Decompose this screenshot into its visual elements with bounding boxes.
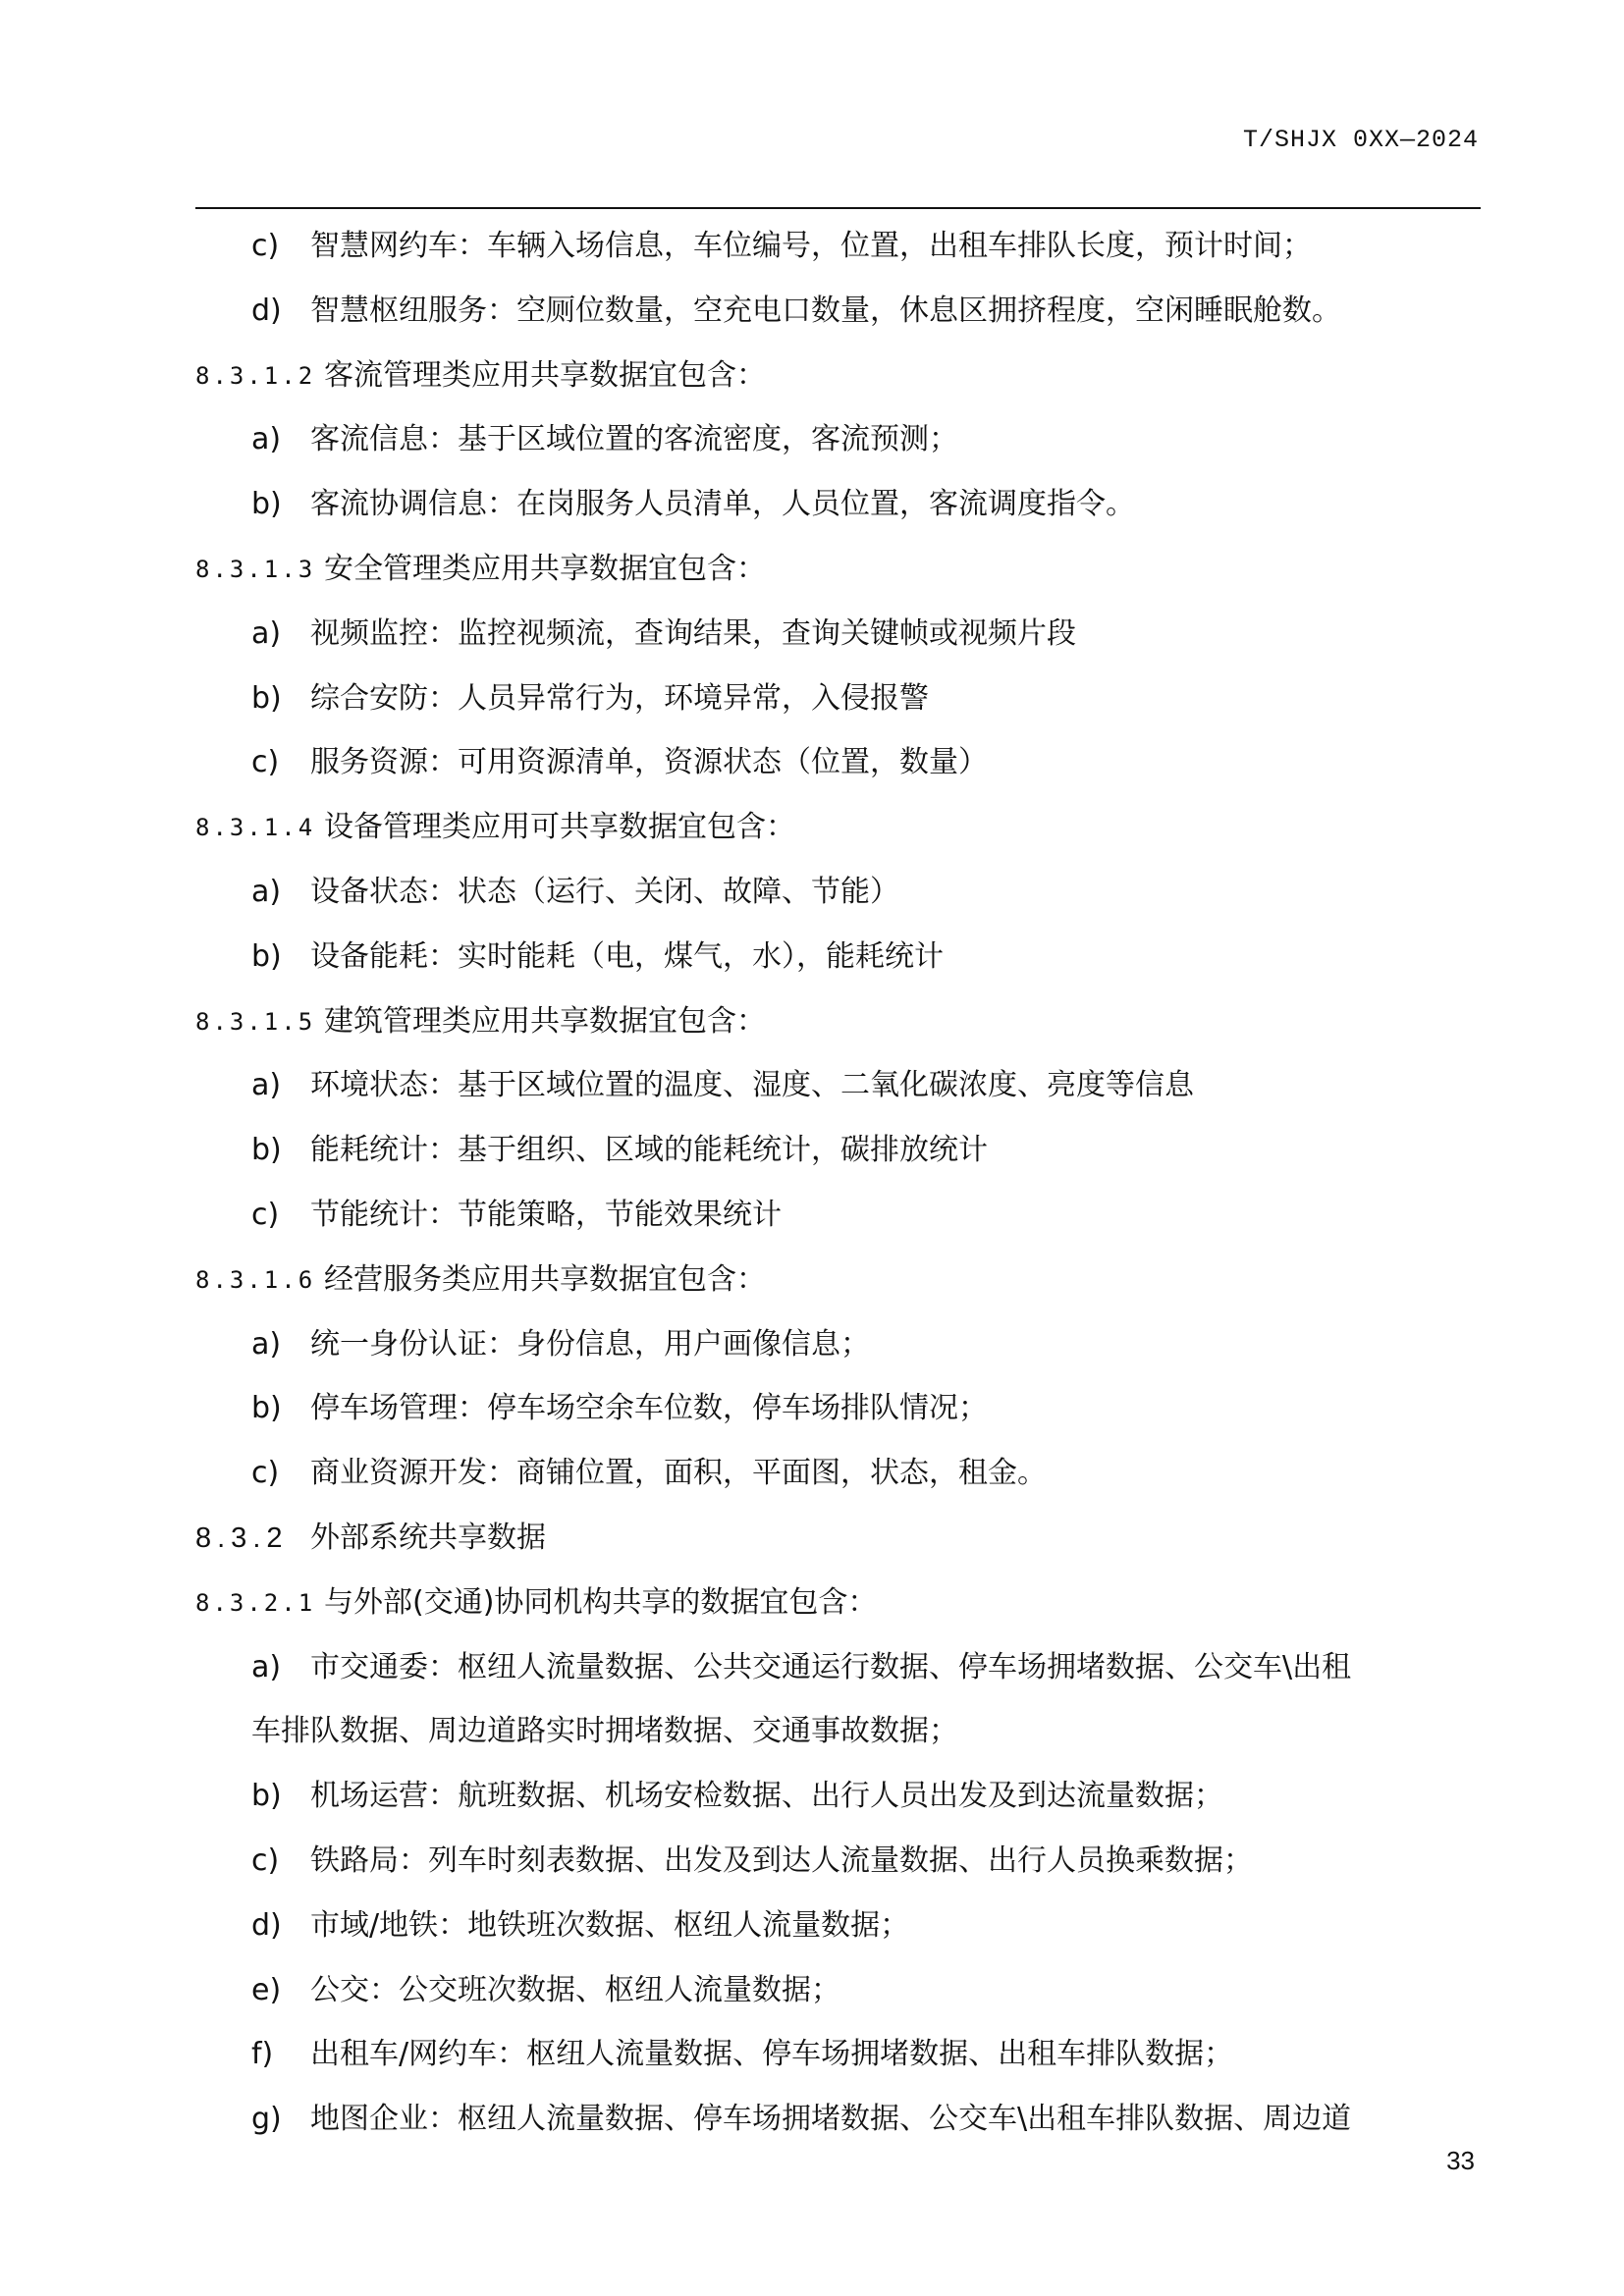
clause-number: 8.3.1.2	[195, 361, 316, 390]
list-item-text: 智慧网约车：车辆入场信息，车位编号，位置，出租车排队长度，预计时间；	[310, 229, 1312, 263]
list-item-marker: b)	[251, 487, 282, 522]
list-item-marker: c)	[251, 745, 280, 780]
list-item-marker: a)	[251, 1326, 282, 1362]
list-item-marker: c)	[251, 229, 280, 263]
list-item-marker: f)	[251, 2037, 274, 2072]
list-item-text: 市域/地铁：地铁班次数据、枢纽人流量数据；	[310, 1907, 910, 1943]
list-item-text: 出租车/网约车：枢纽人流量数据、停车场拥堵数据、出租车排队数据；	[310, 2037, 1234, 2072]
list-item-marker: e)	[251, 1972, 282, 2007]
list-item-marker: d)	[251, 293, 282, 328]
clause-text: 建筑管理类应用共享数据宜包含：	[324, 1003, 766, 1039]
list-item-text: 停车场管理：停车场空余车位数，停车场排队情况；	[310, 1391, 988, 1426]
list-item-text: 公交：公交班次数据、枢纽人流量数据；	[310, 1972, 840, 2007]
list-item-marker: b)	[251, 938, 282, 974]
list-item-marker: b)	[251, 680, 282, 716]
list-item-marker: a)	[251, 422, 282, 457]
list-item-text: 环境状态：基于区域位置的温度、湿度、二氧化碳浓度、亮度等信息	[310, 1068, 1194, 1103]
list-item-text: 服务资源：可用资源清单，资源状态（位置，数量）	[310, 745, 988, 780]
list-item-text: 机场运营：航班数据、机场安检数据、出行人员出发及到达流量数据；	[310, 1779, 1223, 1814]
clause-text: 客流管理类应用共享数据宜包含：	[324, 357, 766, 393]
list-item-text: 节能统计：节能策略，节能效果统计	[310, 1198, 782, 1232]
list-item-text: 智慧枢纽服务：空厕位数量，空充电口数量，休息区拥挤程度，空闲睡眠舱数。	[310, 293, 1341, 328]
header-divider	[195, 207, 1481, 209]
clause-text: 经营服务类应用共享数据宜包含：	[324, 1261, 766, 1297]
list-item-text: 客流协调信息：在岗服务人员清单，人员位置，客流调度指令。	[310, 487, 1135, 522]
clause-number: 8.3.1.4	[195, 814, 316, 842]
list-item-text: 铁路局：列车时刻表数据、出发及到达人流量数据、出行人员换乘数据；	[310, 1843, 1253, 1878]
list-item-text: 视频监控：监控视频流，查询结果，查询关键帧或视频片段	[310, 615, 1076, 651]
list-item-text: 市交通委：枢纽人流量数据、公共交通运行数据、停车场拥堵数据、公交车\出租	[310, 1649, 1352, 1684]
list-item-text: 综合安防：人员异常行为，环境异常，入侵报警	[310, 680, 929, 716]
clause-number: 8.3.1.6	[195, 1265, 316, 1294]
list-item-marker: c)	[251, 1198, 280, 1232]
section-number: 8.3.2	[195, 1522, 289, 1554]
list-item-marker: a)	[251, 875, 282, 909]
clause-text: 设备管理类应用可共享数据宜包含：	[324, 810, 795, 845]
list-item-text: 统一身份认证：身份信息，用户画像信息；	[310, 1326, 870, 1362]
standard-code: T/SHJX 0XX—2024	[1242, 126, 1479, 154]
page-number: 33	[1446, 2146, 1475, 2175]
list-item-marker: c)	[251, 1843, 280, 1878]
list-item-text: 商业资源开发：商铺位置，面积，平面图，状态，租金。	[310, 1456, 1047, 1491]
section-title: 外部系统共享数据	[310, 1521, 546, 1555]
list-item-marker: g)	[251, 2102, 282, 2137]
list-item-marker: b)	[251, 1779, 282, 1814]
list-item-text: 设备状态：状态（运行、关闭、故障、节能）	[310, 875, 899, 909]
clause-number: 8.3.1.5	[195, 1007, 316, 1036]
list-item-marker: d)	[251, 1907, 282, 1943]
list-item-marker: c)	[251, 1456, 280, 1491]
list-item-marker: a)	[251, 1068, 282, 1103]
list-item-marker: a)	[251, 615, 282, 651]
list-item-text: 设备能耗：实时能耗（电，煤气，水），能耗统计	[310, 938, 944, 974]
list-item-marker: b)	[251, 1133, 282, 1168]
clause-number: 8.3.2.1	[195, 1588, 316, 1617]
list-item-marker: b)	[251, 1391, 282, 1426]
list-item-marker: a)	[251, 1649, 282, 1684]
clause-text: 与外部(交通)协同机构共享的数据宜包含：	[324, 1584, 878, 1620]
list-item-text: 客流信息：基于区域位置的客流密度，客流预测；	[310, 422, 958, 457]
list-item-text: 地图企业：枢纽人流量数据、停车场拥堵数据、公交车\出租车排队数据、周边道	[310, 2102, 1352, 2137]
clause-text: 安全管理类应用共享数据宜包含：	[324, 552, 766, 586]
list-item-text: 能耗统计：基于组织、区域的能耗统计，碳排放统计	[310, 1133, 988, 1168]
clause-number: 8.3.1.3	[195, 556, 316, 583]
list-item-continuation: 车排队数据、周边道路实时拥堵数据、交通事故数据；	[251, 1714, 958, 1749]
